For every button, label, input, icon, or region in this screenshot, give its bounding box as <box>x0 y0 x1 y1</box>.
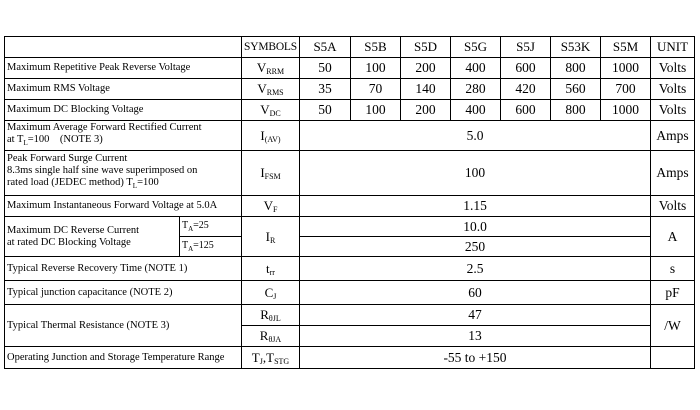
value-cell: 2.5 <box>300 257 651 281</box>
header-blank <box>5 37 242 58</box>
value-cell: 560 <box>551 79 601 100</box>
table-row <box>5 347 695 369</box>
unit-cell: /W <box>651 305 695 347</box>
unit-cell: Amps <box>651 121 695 151</box>
unit-cell: Volts <box>651 79 695 100</box>
value-cell: 280 <box>451 79 501 100</box>
table-header-row <box>5 37 695 58</box>
header-part-s5d: S5D <box>401 37 451 58</box>
ratings-sheet <box>4 36 695 369</box>
param-label: Maximum Average Forward Rectified Current at $T_L=100$ (NOTE 3) <box>5 121 242 151</box>
value-cell: 60 <box>300 281 651 305</box>
unit-cell: Volts <box>651 196 695 217</box>
value-cell: 700 <box>601 79 651 100</box>
header-unit: UNIT <box>651 37 695 58</box>
header-part-s53k: S53K <box>551 37 601 58</box>
value-cell: 100 <box>351 58 401 79</box>
table-row <box>5 257 695 281</box>
table-row <box>5 305 695 326</box>
header-part-s5m: S5M <box>601 37 651 58</box>
unit-cell: A <box>651 217 695 257</box>
symbol-cell: $R_{\theta JA}$ <box>242 326 300 347</box>
table-row <box>5 79 695 100</box>
unit-cell: s <box>651 257 695 281</box>
value-cell: 50 <box>300 100 351 121</box>
param-label: Maximum Repetitive Peak Reverse Voltage <box>5 58 242 79</box>
value-cell: 10.0 <box>300 217 651 237</box>
value-cell: 35 <box>300 79 351 100</box>
symbol-cell: $V_F$ <box>242 196 300 217</box>
value-cell: 70 <box>351 79 401 100</box>
param-label: Typical Reverse Recovery Time (NOTE 1) <box>5 257 242 281</box>
unit-cell: Volts <box>651 100 695 121</box>
param-label: Maximum RMS Voltage <box>5 79 242 100</box>
symbol-cell: $R_{\theta JL}$ <box>242 305 300 326</box>
table-row <box>5 151 695 196</box>
symbol-cell: $V_{RRM}$ <box>242 58 300 79</box>
table-row <box>5 217 695 237</box>
param-label: Operating Junction and Storage Temperature Range <box>5 347 242 369</box>
symbol-cell: $V_{RMS}$ <box>242 79 300 100</box>
unit-cell: Volts <box>651 58 695 79</box>
value-cell: 600 <box>501 58 551 79</box>
value-cell: 100 <box>351 100 401 121</box>
header-part-s5g: S5G <box>451 37 501 58</box>
value-cell: 1000 <box>601 58 651 79</box>
header-part-s5a: S5A <box>300 37 351 58</box>
param-label: Maximum DC Blocking Voltage <box>5 100 242 121</box>
param-label: Typical junction capacitance (NOTE 2) <box>5 281 242 305</box>
symbol-cell: $I_{(AV)}$ <box>242 121 300 151</box>
unit-cell <box>651 347 695 369</box>
value-cell: 1.15 <box>300 196 651 217</box>
value-cell: 200 <box>401 100 451 121</box>
electrical-characteristics-table <box>4 36 695 369</box>
symbol-cell: $T_J,T_{STG}$ <box>242 347 300 369</box>
table-row <box>5 196 695 217</box>
param-label: Maximum Instantaneous Forward Voltage at 5.0A <box>5 196 242 217</box>
param-label: Typical Thermal Resistance (NOTE 3) <box>5 305 242 347</box>
table-row <box>5 121 695 151</box>
symbol-cell: $t_{rr}$ <box>242 257 300 281</box>
value-cell: 600 <box>501 100 551 121</box>
unit-cell: Amps <box>651 151 695 196</box>
header-symbols: SYMBOLS <box>242 37 300 58</box>
value-cell: 250 <box>300 237 651 257</box>
symbol-cell: $I_{FSM}$ <box>242 151 300 196</box>
value-cell: 47 <box>300 305 651 326</box>
table-row <box>5 100 695 121</box>
condition-cell: $T_A=25$ <box>180 217 242 237</box>
unit-cell: pF <box>651 281 695 305</box>
value-cell: 800 <box>551 58 601 79</box>
param-label: Peak Forward Surge Current 8.3ms single half sine wave superimposed on rated load (JEDEC method) $T_L=100$ <box>5 151 242 196</box>
value-cell: 13 <box>300 326 651 347</box>
value-cell: 1000 <box>601 100 651 121</box>
table-row <box>5 281 695 305</box>
value-cell: 50 <box>300 58 351 79</box>
header-part-s5j: S5J <box>501 37 551 58</box>
symbol-cell: $V_{DC}$ <box>242 100 300 121</box>
value-cell: 400 <box>451 100 501 121</box>
symbol-cell: $I_R$ <box>242 217 300 257</box>
value-cell: -55 to +150 <box>300 347 651 369</box>
condition-cell: $T_A=125$ <box>180 237 242 257</box>
value-cell: 5.0 <box>300 121 651 151</box>
table-row <box>5 58 695 79</box>
value-cell: 140 <box>401 79 451 100</box>
value-cell: 420 <box>501 79 551 100</box>
value-cell: 200 <box>401 58 451 79</box>
value-cell: 800 <box>551 100 601 121</box>
symbol-cell: $C_J$ <box>242 281 300 305</box>
param-label: Maximum DC Reverse Current at rated DC Blocking Voltage <box>5 217 180 257</box>
value-cell: 100 <box>300 151 651 196</box>
header-part-s5b: S5B <box>351 37 401 58</box>
value-cell: 400 <box>451 58 501 79</box>
